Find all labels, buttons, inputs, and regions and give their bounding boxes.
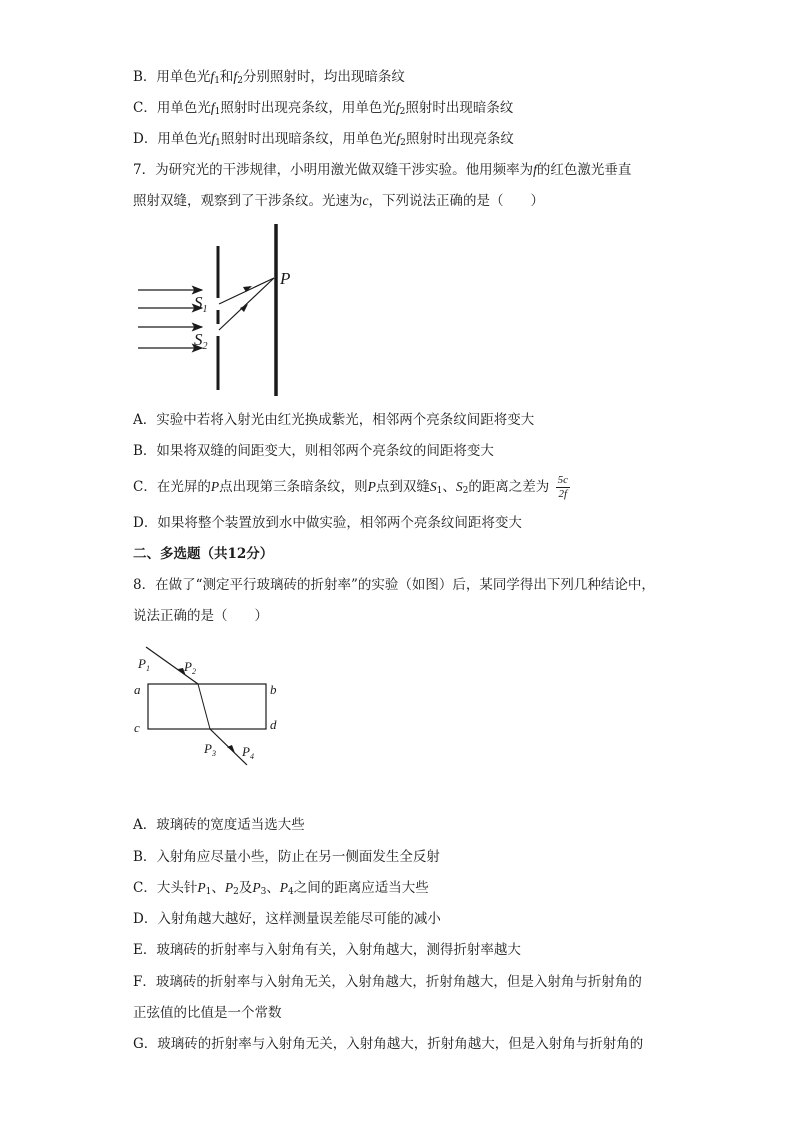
q7-option-a: A．实验中若将入射光由红光换成紫光，相邻两个亮条纹间距将变大 xyxy=(133,412,535,428)
label-a: a xyxy=(134,682,141,697)
q7-option-b: B．如果将双缝的间距变大，则相邻两个亮条纹的间距将变大 xyxy=(133,443,494,459)
q6-option-d: D．用单色光$f_1$照射时出现暗条纹，用单色光$f_2$照射时出现亮条纹 xyxy=(133,131,514,148)
q8-option-c: C．大头针$P_1$、$P_2$及$P_3$、$P_4$之间的距离应适当大些 xyxy=(133,880,429,897)
glass-block xyxy=(148,684,266,729)
refracted-ray xyxy=(198,684,210,729)
q8-option-d: D．入射角越大越好，这样测量误差能尽可能的减小 xyxy=(133,911,441,927)
label-b: b xyxy=(270,682,277,697)
ray-s2-to-p xyxy=(219,278,274,330)
section-heading: 二、多选题（共12分） xyxy=(133,546,274,562)
label-p: P xyxy=(280,269,291,288)
q7-stem-line1: 7．为研究光的干涉规律，小明用激光做双缝干涉实验。他用频率为f的红色激光垂直 xyxy=(133,162,632,178)
q7-stem-line2: 照射双缝，观察到了干涉条纹。光速为c，下列说法正确的是（ ） xyxy=(133,193,544,209)
q8-option-g-line1: G．玻璃砖的折射率与入射角无关，入射角越大，折射角越大，但是入射角与折射角的 xyxy=(133,1036,644,1052)
q7-option-d: D．如果将整个装置放到水中做实验，相邻两个亮条纹间距将变大 xyxy=(133,515,522,531)
double-slit-diagram xyxy=(130,218,310,408)
label-p1: $P_1$ xyxy=(138,656,150,673)
label-p2: $P_2$ xyxy=(184,659,196,676)
q6-option-c: C．用单色光$f_1$照射时出现亮条纹，用单色光$f_2$照射时出现暗条纹 xyxy=(133,100,514,117)
label-d: d xyxy=(270,717,277,732)
q8-option-f-line1: F．玻璃砖的折射率与入射角无关，入射角越大，折射角越大，但是入射角与折射角的 xyxy=(133,974,642,990)
label-p3: $P_3$ xyxy=(204,741,216,758)
glass-block-diagram xyxy=(130,643,300,773)
fraction-5c-over-2f: $\frac{5c}{2f}$ xyxy=(557,474,568,500)
arrowhead xyxy=(240,304,248,312)
q6-option-b: B．用单色光$f_1$和$f_2$分别照射时，均出现暗条纹 xyxy=(133,69,405,86)
label-c: c xyxy=(134,720,140,735)
label-s2: $S_2$ xyxy=(194,330,208,352)
q7-option-c: C．在光屏的P点出现第三条暗条纹，则P点到双缝$S_1$、$S_2$的距离之差为 $\frac{5c}{2f}$ xyxy=(133,474,568,500)
q8-option-e: E．玻璃砖的折射率与入射角有关，入射角越大，测得折射率越大 xyxy=(133,942,521,958)
label-p4: $P_4$ xyxy=(242,744,254,761)
q8-option-f-line2: 正弦值的比值是一个常数 xyxy=(133,1005,282,1021)
q8-stem-line2: 说法正确的是（ ） xyxy=(133,608,268,624)
q8-option-a: A．玻璃砖的宽度适当选大些 xyxy=(133,817,305,833)
label-s1: $S_1$ xyxy=(194,293,208,315)
q8-stem-line1: 8．在做了“测定平行玻璃砖的折射率”的实验（如图）后，某同学得出下列几种结论中， xyxy=(133,577,655,593)
q8-option-b: B．入射角应尽量小些，防止在另一侧面发生全反射 xyxy=(133,849,440,865)
